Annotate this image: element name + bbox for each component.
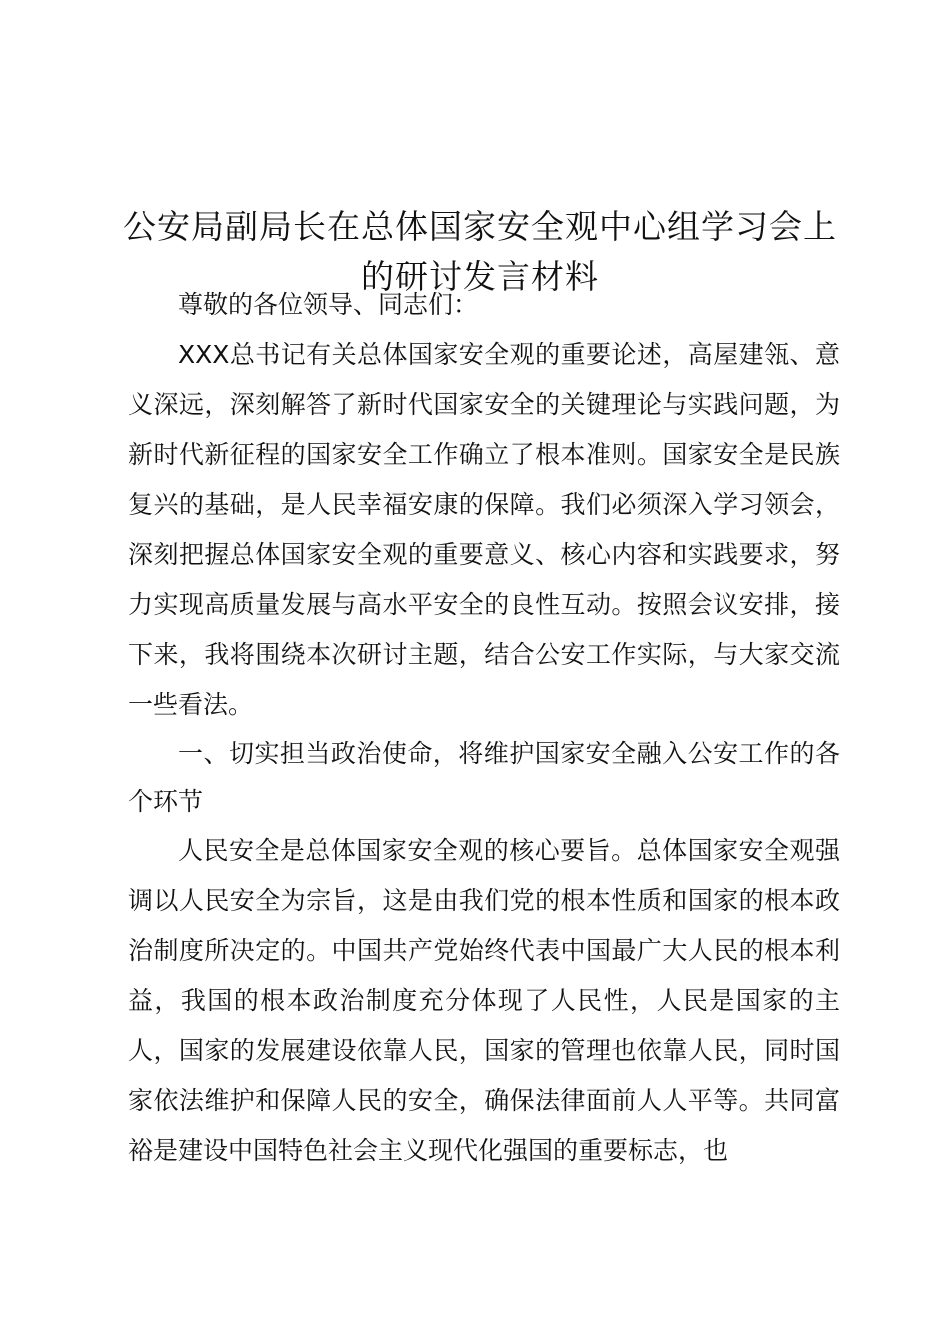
document-title: 公安局副局长在总体国家安全观中心组学习会上的研讨发言材料: [123, 207, 837, 297]
document-body: [128, 280, 840, 1176]
intro-paragraph: XXX总书记有关总体国家安全观的重要论述，高屋建瓴、意义深远，深刻解答了新时代国家安全的关键理论与实践问题，为新时代新征程的国家安全工作确立了根本准则。国家安全是民族复兴的基础，是人民幸福安康的保障。我们必须深入学习领会，深刻把握总体国家安全观的重要意义、核心内容和实践要求，努力实现高质量发展与高水平安全的良性互动。按照会议安排，接下来，我将围绕本次研讨主题，结合公安工作实际，与大家交流一些看法。: [128, 340, 840, 719]
section-heading: 一、切实担当政治使命，将维护国家安全融入公安工作的各个环节: [128, 739, 840, 816]
section-paragraph: 人民安全是总体国家安全观的核心要旨。总体国家安全观强调以人民安全为宗旨，这是由我们党的根本性质和国家的根本政治制度所决定的。中国共产党始终代表中国最广大人民的根本利益，我国的根本政治制度充分体现了人民性，人民是国家的主人，国家的发展建设依靠人民，国家的管理也依靠人民，同时国家依法维护和保障人民的安全，确保法律面前人人平等。共同富裕是建设中国特色社会主义现代化强国的重要标志，也: [128, 836, 840, 1165]
salutation: 尊敬的各位领导、同志们：: [178, 290, 479, 319]
